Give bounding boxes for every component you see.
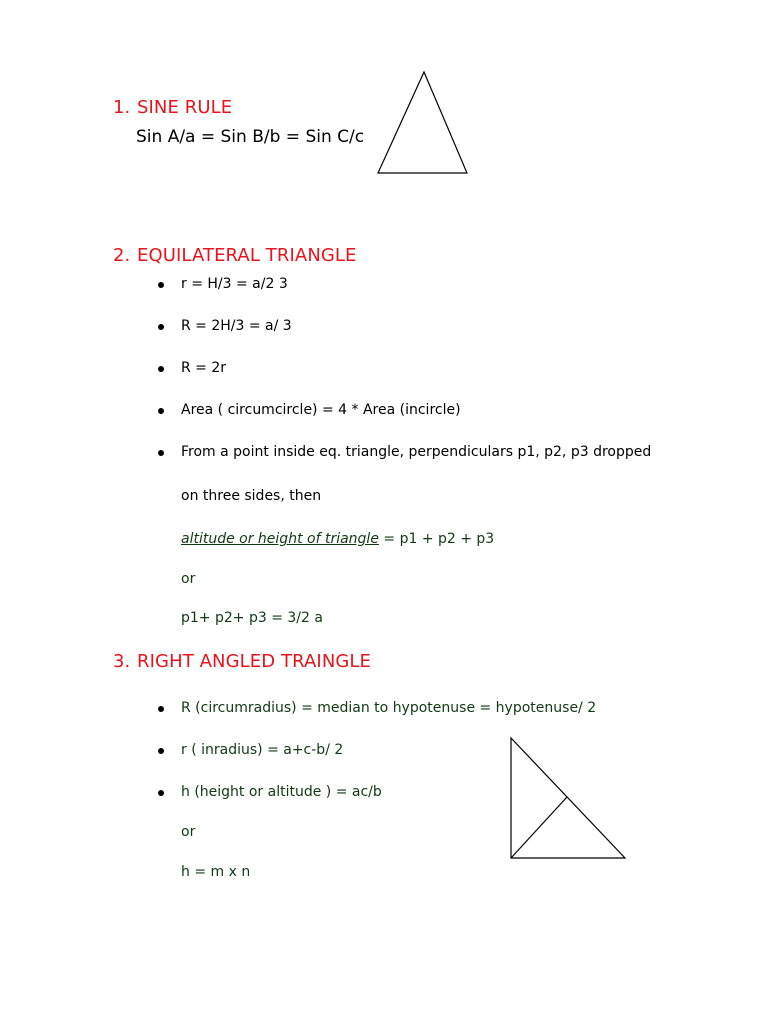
right-item-1: R (circumradius) = median to hypotenuse = hypotenuse/ 2: [181, 700, 597, 716]
section-3-title: RIGHT ANGLED TRAINGLE: [137, 651, 372, 672]
bullet: [158, 748, 164, 754]
section-2-heading: [113, 245, 357, 266]
sine-rule-formula: Sin A/a = Sin B/b = Sin C/c: [136, 127, 365, 147]
bullet: [158, 408, 164, 414]
altitude-rest: = p1 + p2 + p3: [378, 531, 495, 547]
right-triangle-diagram: [505, 733, 630, 863]
equilateral-item-2: R = 2H/3 = a/ 3: [181, 318, 292, 334]
section-3-heading: [113, 651, 371, 672]
triangle-diagram-1: [370, 65, 480, 180]
section-1-title: SINE RULE: [137, 97, 233, 118]
bullet: [158, 282, 164, 288]
equilateral-item-4: Area ( circumcircle) = 4 * Area (incircle): [181, 402, 461, 418]
altitude-label: altitude or height of triangle: [181, 531, 379, 547]
bullet: [158, 706, 164, 712]
or-text: or: [181, 571, 196, 587]
section-1-heading: [113, 97, 232, 118]
section-2-title: EQUILATERAL TRIANGLE: [137, 245, 357, 266]
bullet: [158, 450, 164, 456]
h-formula: h = m x n: [181, 864, 251, 880]
right-item-3: h (height or altitude ) = ac/b: [181, 784, 382, 800]
section-2-number: 2.: [113, 245, 131, 266]
section-3-number: 3.: [113, 651, 131, 672]
or-text-2: or: [181, 824, 196, 840]
bullet: [158, 324, 164, 330]
equilateral-item-1: r = H/3 = a/2 3: [181, 276, 288, 292]
right-item-2: r ( inradius) = a+c-b/ 2: [181, 742, 344, 758]
altitude-formula: [181, 531, 494, 547]
bullet: [158, 790, 164, 796]
equilateral-item-3: R = 2r: [181, 360, 227, 376]
section-1-number: 1.: [113, 97, 131, 118]
equilateral-item-5: From a point inside eq. triangle, perpendiculars p1, p2, p3 dropped: [181, 444, 652, 460]
bullet: [158, 366, 164, 372]
perpendicular-sum: p1+ p2+ p3 = 3/2 a: [181, 610, 323, 626]
equilateral-continuation: on three sides, then: [181, 488, 322, 504]
